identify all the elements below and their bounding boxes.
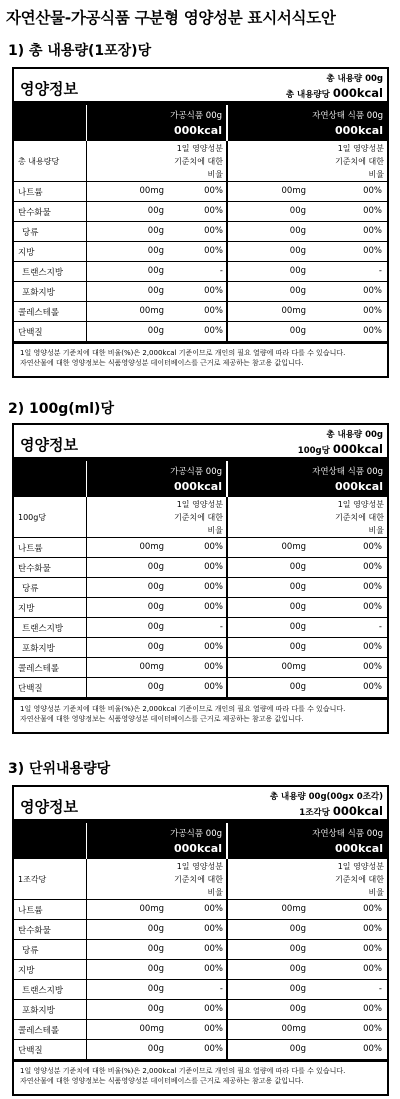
nutrient-row — [14, 900, 387, 920]
dv-line-2: 기준치에 대한 — [174, 157, 223, 166]
nutrient-name: 트랜스지방 — [22, 986, 64, 996]
nutrient-row — [14, 578, 387, 598]
nutrient-name-cell — [14, 322, 87, 341]
nutrient-row — [14, 940, 387, 960]
nutrient-row — [14, 638, 387, 658]
nutrition-label-panel — [12, 423, 389, 734]
processed-amount: 00g — [147, 286, 164, 296]
natural-amount: 00g — [289, 1004, 306, 1014]
processed-amount: 00g — [147, 602, 164, 612]
dv-line-3: 비율 — [207, 526, 223, 535]
total-amount: 총 내용량 00g — [326, 74, 383, 84]
processed-percent: 00% — [204, 602, 223, 612]
natural-amount: 00mg — [281, 662, 306, 672]
daily-value-heading — [86, 497, 228, 537]
daily-value-heading — [86, 141, 228, 181]
processed-amount: 00mg — [139, 186, 164, 196]
natural-amount: 00g — [289, 582, 306, 592]
natural-percent: 00% — [363, 246, 382, 256]
nutrition-label-panel — [12, 785, 389, 1096]
nutrient-name: 나트륨 — [18, 906, 43, 916]
nutrient-row — [14, 1040, 387, 1062]
processed-food-name: 가공식품 00g — [170, 467, 222, 477]
nutrient-name-cell — [14, 940, 87, 959]
nutrient-name-cell — [14, 302, 87, 321]
footnote-daily-value: 1일 영양성분 기준치에 대한 비율(%)은 2,000kcal 기준이므로 개인의 필요 열량에 따라 다를 수 있습니다. — [20, 705, 346, 713]
processed-amount: 00g — [147, 206, 164, 216]
column-divider — [226, 960, 228, 979]
natural-amount: 00g — [289, 326, 306, 336]
processed-percent: 00% — [204, 542, 223, 552]
natural-amount: 00g — [289, 266, 306, 276]
label-footnote — [14, 344, 387, 376]
natural-amount: 00g — [289, 944, 306, 954]
subheader-row — [14, 497, 387, 538]
processed-percent: 00% — [204, 642, 223, 652]
processed-food-header — [86, 105, 228, 141]
natural-food-header — [228, 823, 387, 859]
nutrient-name: 나트륨 — [18, 544, 43, 554]
column-divider — [226, 618, 228, 637]
nutrient-name-cell — [14, 980, 87, 999]
nutrient-name: 단백질 — [18, 1046, 43, 1056]
processed-percent: 00% — [204, 206, 223, 216]
nutrient-row — [14, 182, 387, 202]
processed-amount: 00g — [147, 622, 164, 632]
natural-food-name: 자연상태 식품 00g — [312, 829, 383, 839]
natural-percent: - — [378, 984, 382, 994]
nutrient-name: 단백질 — [18, 328, 43, 338]
dv-line-2: 기준치에 대한 — [174, 875, 223, 884]
processed-amount: 00g — [147, 246, 164, 256]
natural-food-kcal: 000kcal — [335, 842, 383, 855]
nutrient-name-cell — [14, 202, 87, 221]
dv-line-3: 비율 — [207, 170, 223, 179]
processed-percent: 00% — [204, 1044, 223, 1054]
natural-amount: 00g — [289, 246, 306, 256]
nutrient-row — [14, 678, 387, 700]
nutrient-name: 탄수화물 — [18, 926, 51, 936]
natural-percent: 00% — [363, 602, 382, 612]
natural-percent: 00% — [363, 682, 382, 692]
natural-percent: - — [378, 622, 382, 632]
processed-percent: 00% — [204, 326, 223, 336]
label-header — [14, 425, 387, 461]
dv-line-1: 1일 영양성분 — [337, 862, 384, 871]
nutrient-name: 탄수화물 — [18, 564, 51, 574]
processed-percent: 00% — [204, 924, 223, 934]
energy-basis: 100g당 — [297, 446, 330, 456]
processed-amount: 00g — [147, 964, 164, 974]
nutrient-name: 지방 — [18, 966, 35, 976]
column-divider — [226, 242, 228, 261]
processed-percent: 00% — [204, 286, 223, 296]
processed-percent: 00% — [204, 1004, 223, 1014]
nutrient-row — [14, 302, 387, 322]
column-divider — [226, 1000, 228, 1019]
daily-value-heading — [228, 859, 387, 899]
column-divider — [226, 182, 228, 201]
natural-percent: 00% — [363, 1024, 382, 1034]
processed-food-header — [86, 823, 228, 859]
energy-value: 000kcal — [332, 442, 383, 456]
processed-percent: 00% — [204, 964, 223, 974]
basis-label: 총 내용량당 — [18, 157, 60, 166]
natural-percent: 00% — [363, 326, 382, 336]
footnote-daily-value: 1일 영양성분 기준치에 대한 비율(%)은 2,000kcal 기준이므로 개인의 필요 열량에 따라 다를 수 있습니다. — [20, 349, 346, 357]
dv-line-1: 1일 영양성분 — [176, 500, 223, 509]
processed-amount: 00g — [147, 226, 164, 236]
processed-percent: 00% — [204, 562, 223, 572]
column-divider — [226, 598, 228, 617]
nutrient-name-cell — [14, 282, 87, 301]
natural-percent: 00% — [363, 206, 382, 216]
column-divider — [226, 558, 228, 577]
natural-amount: 00g — [289, 206, 306, 216]
nutrient-row — [14, 1000, 387, 1020]
nutrient-name: 단백질 — [18, 684, 43, 694]
nutrient-name-cell — [14, 678, 87, 697]
processed-amount: 00mg — [139, 542, 164, 552]
processed-amount: 00g — [147, 984, 164, 994]
nutrient-name-cell — [14, 558, 87, 577]
nutrient-name: 나트륨 — [18, 188, 43, 198]
natural-percent: 00% — [363, 1004, 382, 1014]
dv-line-2: 기준치에 대한 — [174, 513, 223, 522]
processed-food-kcal: 000kcal — [174, 842, 222, 855]
natural-percent: 00% — [363, 924, 382, 934]
nutrient-row — [14, 960, 387, 980]
column-divider — [226, 678, 228, 697]
energy-basis: 총 내용량당 — [285, 90, 330, 100]
nutrient-name-cell — [14, 638, 87, 657]
natural-amount: 00g — [289, 622, 306, 632]
processed-percent: 00% — [204, 582, 223, 592]
nutrient-row — [14, 1020, 387, 1040]
processed-amount: 00mg — [139, 1024, 164, 1034]
column-header-band — [14, 105, 387, 141]
processed-food-kcal: 000kcal — [174, 124, 222, 137]
nutrient-name-cell — [14, 242, 87, 261]
nutrient-name: 트랜스지방 — [22, 624, 64, 634]
natural-amount: 00g — [289, 964, 306, 974]
column-divider — [226, 920, 228, 939]
energy-value: 000kcal — [332, 86, 383, 100]
column-divider — [226, 262, 228, 281]
label-header — [14, 787, 387, 823]
column-divider — [226, 638, 228, 657]
dv-line-1: 1일 영양성분 — [176, 144, 223, 153]
column-header-band — [14, 823, 387, 859]
natural-food-kcal: 000kcal — [335, 480, 383, 493]
nutrient-name: 지방 — [18, 604, 35, 614]
processed-amount: 00g — [147, 1044, 164, 1054]
subheader-row — [14, 859, 387, 900]
daily-value-heading — [228, 497, 387, 537]
daily-value-heading — [228, 141, 387, 181]
natural-percent: 00% — [363, 286, 382, 296]
nutrition-label-panel — [12, 67, 389, 378]
label-title: 영양정보 — [20, 798, 78, 816]
nutrient-name-cell — [14, 618, 87, 637]
dv-line-2: 기준치에 대한 — [335, 513, 384, 522]
nutrient-row — [14, 980, 387, 1000]
natural-food-name: 자연상태 식품 00g — [312, 467, 383, 477]
label-title: 영양정보 — [20, 80, 78, 98]
natural-percent: 00% — [363, 904, 382, 914]
dv-line-3: 비율 — [368, 170, 384, 179]
processed-percent: - — [219, 984, 223, 994]
processed-percent: 00% — [204, 246, 223, 256]
column-divider — [226, 202, 228, 221]
label-header — [14, 69, 387, 105]
column-divider — [226, 658, 228, 677]
dv-line-1: 1일 영양성분 — [176, 862, 223, 871]
basis-cell — [14, 859, 87, 899]
footnote-natural-source: 자연산물에 대한 영양정보는 식품영양성분 데이터베이스를 근거로 제공하는 참고용 값입니다. — [20, 359, 304, 367]
nutrient-name: 당류 — [22, 228, 39, 238]
processed-food-kcal: 000kcal — [174, 480, 222, 493]
nutrient-name-cell — [14, 598, 87, 617]
dv-line-2: 기준치에 대한 — [335, 157, 384, 166]
label-title: 영양정보 — [20, 436, 78, 454]
subheader-row — [14, 141, 387, 182]
processed-amount: 00g — [147, 582, 164, 592]
processed-percent: - — [219, 622, 223, 632]
natural-amount: 00mg — [281, 904, 306, 914]
nutrient-name: 당류 — [22, 946, 39, 956]
natural-amount: 00g — [289, 642, 306, 652]
nutrient-name-cell — [14, 658, 87, 677]
nutrient-name-cell — [14, 960, 87, 979]
nutrient-row — [14, 618, 387, 638]
processed-percent: 00% — [204, 904, 223, 914]
processed-amount: 00mg — [139, 306, 164, 316]
processed-percent: 00% — [204, 306, 223, 316]
nutrient-name: 포화지방 — [22, 1006, 55, 1016]
nutrient-row — [14, 282, 387, 302]
nutrient-row — [14, 242, 387, 262]
natural-percent: 00% — [363, 306, 382, 316]
footnote-natural-source: 자연산물에 대한 영양정보는 식품영양성분 데이터베이스를 근거로 제공하는 참고용 값입니다. — [20, 1077, 304, 1085]
processed-amount: 00g — [147, 682, 164, 692]
natural-percent: 00% — [363, 542, 382, 552]
column-divider — [226, 322, 228, 341]
processed-percent: 00% — [204, 1024, 223, 1034]
natural-percent: 00% — [363, 186, 382, 196]
column-divider — [226, 940, 228, 959]
dv-line-3: 비율 — [368, 888, 384, 897]
natural-amount: 00mg — [281, 1024, 306, 1034]
nutrient-name-cell — [14, 578, 87, 597]
blank-cell — [14, 823, 87, 859]
total-amount: 총 내용량 00g — [326, 430, 383, 440]
processed-food-header — [86, 461, 228, 497]
natural-food-header — [228, 105, 387, 141]
processed-percent: 00% — [204, 944, 223, 954]
column-divider — [226, 538, 228, 557]
column-divider — [226, 1040, 228, 1059]
natural-amount: 00mg — [281, 306, 306, 316]
nutrient-name: 포화지방 — [22, 288, 55, 298]
nutrient-name-cell — [14, 920, 87, 939]
nutrient-name-cell — [14, 1020, 87, 1039]
nutrient-name-cell — [14, 1040, 87, 1059]
nutrient-row — [14, 202, 387, 222]
processed-amount: 00g — [147, 924, 164, 934]
nutrient-name-cell — [14, 900, 87, 919]
nutrient-name: 콜레스테롤 — [18, 1026, 60, 1036]
section-heading: 1) 총 내용량(1포장)당 — [8, 43, 152, 59]
natural-food-kcal: 000kcal — [335, 124, 383, 137]
energy-value: 000kcal — [332, 804, 383, 818]
basis-label: 100g당 — [18, 513, 47, 522]
total-energy — [286, 86, 383, 100]
processed-amount: 00g — [147, 1004, 164, 1014]
daily-value-heading — [86, 859, 228, 899]
dv-line-1: 1일 영양성분 — [337, 500, 384, 509]
natural-percent: 00% — [363, 944, 382, 954]
nutrient-row — [14, 538, 387, 558]
column-divider — [226, 302, 228, 321]
processed-percent: 00% — [204, 682, 223, 692]
natural-amount: 00g — [289, 682, 306, 692]
natural-percent: 00% — [363, 1044, 382, 1054]
energy-basis: 1조각당 — [299, 808, 330, 818]
nutrient-row — [14, 222, 387, 242]
natural-amount: 00g — [289, 286, 306, 296]
nutrient-row — [14, 658, 387, 678]
processed-amount: 00g — [147, 944, 164, 954]
nutrient-name-cell — [14, 182, 87, 201]
nutrient-name: 콜레스테롤 — [18, 664, 60, 674]
nutrient-name-cell — [14, 262, 87, 281]
processed-amount: 00g — [147, 562, 164, 572]
natural-percent: 00% — [363, 662, 382, 672]
column-divider — [226, 1020, 228, 1039]
column-divider — [226, 980, 228, 999]
blank-cell — [14, 461, 87, 497]
dv-line-3: 비율 — [207, 888, 223, 897]
natural-percent: - — [378, 266, 382, 276]
natural-amount: 00mg — [281, 542, 306, 552]
total-energy — [298, 442, 383, 456]
total-energy — [299, 804, 383, 818]
nutrient-row — [14, 558, 387, 578]
nutrient-name: 콜레스테롤 — [18, 308, 60, 318]
natural-percent: 00% — [363, 562, 382, 572]
column-header-band — [14, 461, 387, 497]
nutrient-name: 당류 — [22, 584, 39, 594]
nutrient-name-cell — [14, 1000, 87, 1019]
page-title: 자연산물-가공식품 구분형 영양성분 표시서식도안 — [6, 9, 336, 27]
nutrient-name-cell — [14, 538, 87, 557]
natural-percent: 00% — [363, 964, 382, 974]
nutrient-name: 탄수화물 — [18, 208, 51, 218]
processed-percent: 00% — [204, 226, 223, 236]
dv-line-1: 1일 영양성분 — [337, 144, 384, 153]
footnote-daily-value: 1일 영양성분 기준치에 대한 비율(%)은 2,000kcal 기준이므로 개인의 필요 열량에 따라 다를 수 있습니다. — [20, 1067, 346, 1075]
processed-amount: 00g — [147, 642, 164, 652]
natural-food-name: 자연상태 식품 00g — [312, 111, 383, 121]
blank-cell — [14, 105, 87, 141]
dv-line-3: 비율 — [368, 526, 384, 535]
natural-amount: 00g — [289, 984, 306, 994]
column-divider — [226, 578, 228, 597]
natural-percent: 00% — [363, 226, 382, 236]
natural-amount: 00g — [289, 1044, 306, 1054]
natural-percent: 00% — [363, 582, 382, 592]
basis-label: 1조각당 — [18, 875, 47, 884]
label-footnote — [14, 700, 387, 732]
column-divider — [226, 222, 228, 241]
natural-amount: 00g — [289, 924, 306, 934]
processed-amount: 00mg — [139, 662, 164, 672]
natural-amount: 00g — [289, 602, 306, 612]
nutrient-row — [14, 598, 387, 618]
basis-cell — [14, 141, 87, 181]
processed-food-name: 가공식품 00g — [170, 829, 222, 839]
section-heading: 2) 100g(ml)당 — [8, 401, 114, 417]
natural-amount: 00mg — [281, 186, 306, 196]
nutrient-row — [14, 920, 387, 940]
total-amount: 총 내용량 00g(00gx 0조각) — [269, 792, 383, 802]
column-divider — [226, 900, 228, 919]
dv-line-2: 기준치에 대한 — [335, 875, 384, 884]
nutrient-row — [14, 322, 387, 344]
processed-amount: 00mg — [139, 904, 164, 914]
nutrient-name-cell — [14, 222, 87, 241]
nutrient-name: 트랜스지방 — [22, 268, 64, 278]
basis-cell — [14, 497, 87, 537]
processed-percent: 00% — [204, 662, 223, 672]
natural-amount: 00g — [289, 226, 306, 236]
section-heading: 3) 단위내용량당 — [8, 761, 111, 777]
natural-amount: 00g — [289, 562, 306, 572]
nutrient-name: 지방 — [18, 248, 35, 258]
processed-percent: 00% — [204, 186, 223, 196]
label-footnote — [14, 1062, 387, 1094]
processed-amount: 00g — [147, 266, 164, 276]
natural-food-header — [228, 461, 387, 497]
processed-food-name: 가공식품 00g — [170, 111, 222, 121]
processed-amount: 00g — [147, 326, 164, 336]
footnote-natural-source: 자연산물에 대한 영양정보는 식품영양성분 데이터베이스를 근거로 제공하는 참고용 값입니다. — [20, 715, 304, 723]
nutrient-name: 포화지방 — [22, 644, 55, 654]
processed-percent: - — [219, 266, 223, 276]
nutrient-row — [14, 262, 387, 282]
natural-percent: 00% — [363, 642, 382, 652]
column-divider — [226, 282, 228, 301]
